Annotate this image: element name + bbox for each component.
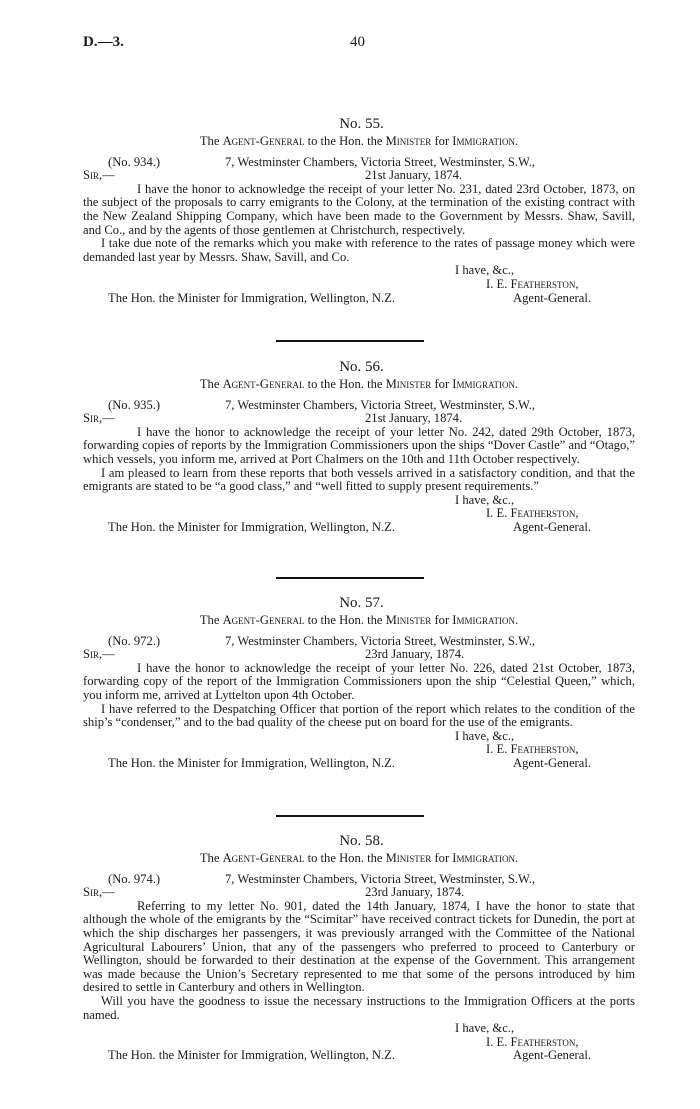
- section-divider: [276, 340, 424, 342]
- body-paragraph: Referring to my letter No. 901, dated the 14th January, 1874, I have the honor to state that although the whole of the emigrants by the “Scimitar” have received contract tickets for Dunedin, the port at which the ship discharges her passengers, it was previously arranged with the Committee of the National Agricultural Labourers’ Union, that any of the passengers who preferred to proceed to Canterbury or Wellington, should be forwarded to their destination at the expense of the Government. This arrangement was made because the Union’s Secretary represented to me that some of the persons introduced by him desired to settle in Canterbury and others in Wellington.: [83, 898, 635, 995]
- title-part: Immigration.: [452, 134, 519, 148]
- despatch-number: (No. 935.): [108, 397, 161, 412]
- title-part: Agent-General: [222, 377, 305, 391]
- title-part: Immigration.: [452, 851, 519, 865]
- letter-number: No. 58.: [339, 833, 384, 849]
- signature: I. E. Featherston,: [486, 1034, 579, 1049]
- salutation: Sir,—: [83, 411, 115, 426]
- sender-address: 7, Westminster Chambers, Victoria Street, Westminster, S.W.,: [225, 633, 536, 648]
- salutation: Sir,—: [83, 168, 115, 183]
- signer-title: Agent-General.: [513, 1048, 591, 1063]
- title-part: The: [199, 377, 223, 391]
- closing: I have, &c.,: [455, 492, 515, 507]
- body-paragraph: I am pleased to learn from these reports that both vessels arrived in a satisfactory condition, and that the emigrants are stated to be “a good class,” and “well fitted to supply present requirements.”: [83, 465, 635, 494]
- body-paragraph: I have the honor to acknowledge the receipt of your letter No. 242, dated 29th October, 1873, forwarding copies of reports by the Immigration Commissioners upon the ships “Dover Castle” and “Otago,” which vessels, you inform me, arrived at Port Chalmers on the 10th and 11th October respectively.: [83, 424, 635, 466]
- letter-number: No. 56.: [339, 359, 384, 375]
- signer-title: Agent-General.: [513, 755, 591, 770]
- title-part: Immigration.: [452, 377, 519, 391]
- title-part: to the Hon. the: [304, 377, 386, 391]
- title-part: Minister: [385, 613, 432, 627]
- addressee: The Hon. the Minister for Immigration, Wellington, N.Z.: [108, 755, 395, 770]
- title-part: to the Hon. the: [304, 134, 386, 148]
- title-part: The: [199, 613, 223, 627]
- page-number: 40: [350, 34, 365, 50]
- title-part: Agent-General: [222, 851, 305, 865]
- despatch-number: (No. 972.): [108, 633, 161, 648]
- despatch-number: (No. 974.): [108, 871, 161, 886]
- salutation: Sir,—: [83, 647, 115, 662]
- body-paragraph: I have the honor to acknowledge the receipt of your letter No. 231, dated 23rd October, 1873, on the subject of the proposals to carry emigrants to the Colony, at the termination of the existing contract with the New Zealand Shipping Company, which have been made to the Government by Messrs. Shaw, Savill, and Co., and by the agents of those gentlemen at Christchurch, respectively.: [83, 181, 635, 237]
- letter-date: 21st January, 1874.: [365, 411, 463, 426]
- title-part: for: [431, 613, 453, 627]
- sender-address: 7, Westminster Chambers, Victoria Street, Westminster, S.W.,: [225, 397, 536, 412]
- signer-title: Agent-General.: [513, 519, 591, 534]
- signer-title: Agent-General.: [513, 290, 591, 305]
- addressee: The Hon. the Minister for Immigration, Wellington, N.Z.: [108, 519, 395, 534]
- title-part: Minister: [385, 377, 432, 391]
- closing: I have, &c.,: [455, 263, 515, 278]
- title-part: for: [431, 851, 453, 865]
- title-part: Minister: [385, 134, 432, 148]
- body-paragraph: I have the honor to acknowledge the receipt of your letter No. 226, dated 21st October, 1873, forwarding copy of the report of the Immigration Commissioners upon the ship “Celestial Queen,” which, you inform me, arrived at Lyttelton upon 4th October.: [83, 660, 635, 702]
- letter-title: [83, 378, 635, 392]
- salutation: Sir,—: [83, 885, 115, 900]
- addressee: The Hon. the Minister for Immigration, Wellington, N.Z.: [108, 290, 395, 305]
- letter: [83, 832, 635, 1063]
- body-paragraph: Will you have the goodness to issue the necessary instructions to the Immigration Officers at the ports named.: [83, 993, 635, 1022]
- sender-address: 7, Westminster Chambers, Victoria Street, Westminster, S.W.,: [225, 871, 536, 886]
- title-part: to the Hon. the: [304, 613, 386, 627]
- letter: [83, 594, 635, 771]
- title-part: for: [431, 134, 453, 148]
- closing: I have, &c.,: [455, 728, 515, 743]
- letter: [83, 358, 635, 535]
- signature: I. E. Featherston,: [486, 742, 579, 757]
- title-part: The: [199, 851, 223, 865]
- closing: I have, &c.,: [455, 1021, 515, 1036]
- title-part: Immigration.: [452, 613, 519, 627]
- letter-title: [83, 135, 635, 149]
- letter-title: [83, 614, 635, 628]
- title-part: to the Hon. the: [304, 851, 386, 865]
- signature: I. E. Featherston,: [486, 276, 579, 291]
- letter-date: 23rd January, 1874.: [365, 885, 465, 900]
- title-part: Agent-General: [222, 613, 305, 627]
- title-part: The: [199, 134, 223, 148]
- title-part: for: [431, 377, 453, 391]
- section-divider: [276, 815, 424, 817]
- body-paragraph: I have referred to the Despatching Officer that portion of the report which relates to the condition of the ship’s “condenser,” and to the bad quality of the cheese put on board for the use of the emigrants.: [83, 701, 635, 730]
- title-part: Agent-General: [222, 134, 305, 148]
- letter-number: No. 57.: [339, 595, 384, 611]
- letter-date: 23rd January, 1874.: [365, 647, 465, 662]
- body-paragraph: I take due note of the remarks which you make with reference to the rates of passage money which were demanded last year by Messrs. Shaw, Savill, and Co.: [83, 236, 635, 264]
- letter-title: [83, 852, 635, 866]
- addressee: The Hon. the Minister for Immigration, Wellington, N.Z.: [108, 1048, 395, 1063]
- letter-date: 21st January, 1874.: [365, 168, 463, 183]
- sender-address: 7, Westminster Chambers, Victoria Street, Westminster, S.W.,: [225, 154, 536, 169]
- letter: [83, 115, 635, 305]
- despatch-number: (No. 934.): [108, 154, 161, 169]
- letter-number: No. 55.: [339, 116, 384, 132]
- signature: I. E. Featherston,: [486, 506, 579, 521]
- title-part: Minister: [385, 851, 432, 865]
- document-reference: D.—3.: [83, 34, 124, 50]
- section-divider: [276, 577, 424, 579]
